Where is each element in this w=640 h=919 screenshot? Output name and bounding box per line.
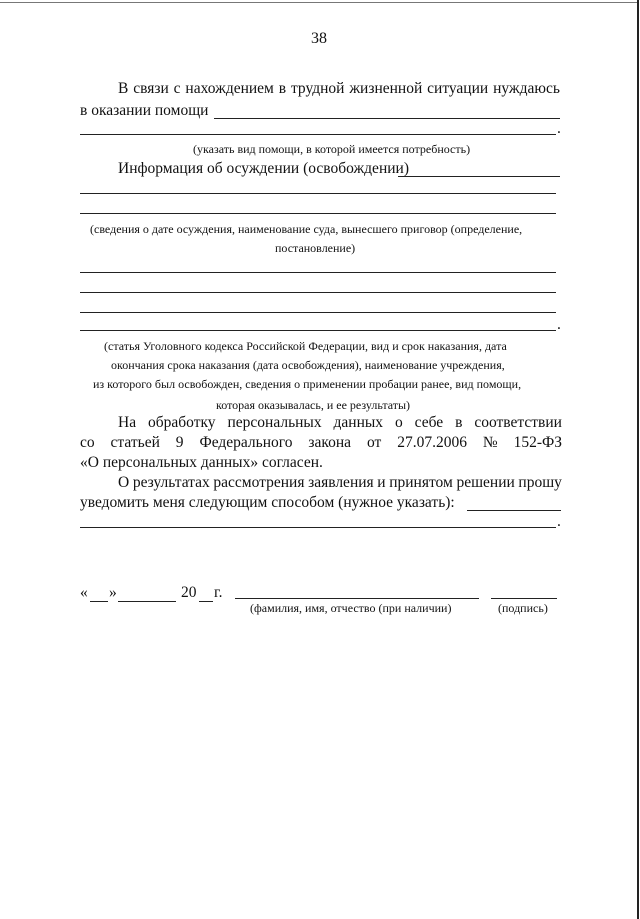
word: трудной [290, 80, 345, 97]
word: нуждаюсь [493, 80, 560, 97]
word: 152-ФЗ [513, 434, 562, 451]
signature-field[interactable] [491, 598, 557, 599]
conviction-period: . [557, 316, 561, 333]
word: и [377, 474, 386, 491]
word: заявления [308, 474, 374, 491]
word: 27.07.2006 [397, 434, 467, 451]
word: со [80, 434, 95, 451]
word: в [455, 414, 463, 431]
word: о [394, 414, 403, 431]
conviction-details-field-4[interactable] [80, 330, 556, 331]
conviction-info-field-1[interactable] [398, 176, 560, 177]
conviction-details-caption-1: (статья Уголовного кодекса Российской Федерации, вид и срок наказания, дата [104, 339, 507, 353]
word: На [118, 414, 137, 431]
word: результатах [132, 474, 210, 491]
word: статьей [110, 434, 160, 451]
consent-line-1 [118, 414, 562, 432]
help-type-caption: (указать вид помощи, в которой имеется потребность) [193, 142, 471, 156]
word: 9 [175, 434, 184, 451]
notification-method-field-2[interactable] [80, 527, 556, 528]
fio-caption: (фамилия, имя, отчество (при наличии) [250, 601, 452, 615]
help-period: . [557, 120, 561, 137]
word: от [366, 434, 382, 451]
date-close-quote: » [109, 584, 117, 601]
help-request-line-2: в оказании помощи [80, 102, 209, 119]
conviction-details-field-3[interactable] [80, 312, 556, 313]
date-month-field[interactable] [118, 601, 176, 602]
word: жизненной [349, 80, 423, 97]
conviction-details-field-1[interactable] [80, 272, 556, 273]
conviction-caption-line-2: постановление) [275, 241, 356, 255]
conviction-caption-line-1: (сведения о дате осуждения, наименование суда, вынесшего приговор (определение, [90, 222, 523, 236]
word: нахождением [185, 80, 274, 97]
word: рассмотрения [213, 474, 305, 491]
consent-line-2 [80, 434, 562, 452]
date-year-prefix: 20 [181, 584, 197, 601]
conviction-info-field-2[interactable] [80, 193, 556, 194]
date-day-field[interactable] [90, 601, 108, 602]
notification-period: . [557, 513, 561, 530]
page-number: 38 [311, 30, 327, 47]
consent-line-3: «О персональных данных» согласен. [80, 454, 323, 471]
fio-field[interactable] [235, 598, 479, 599]
conviction-details-field-2[interactable] [80, 292, 556, 293]
word: в [278, 80, 287, 97]
date-year-suffix: г. [214, 584, 223, 601]
notification-line-1 [118, 474, 562, 492]
help-type-field-2[interactable] [80, 134, 556, 135]
word: решении [456, 474, 515, 491]
conviction-details-caption-3: из которого был освобожден, сведения о применении пробации ранее, вид помощи, [93, 377, 522, 391]
conviction-details-caption-2: окончания срока наказания (дата освобождения), наименование учреждения, [111, 358, 505, 372]
conviction-info-label: Информация об осуждении (освобождении) [118, 160, 409, 177]
notification-method-field-1[interactable] [467, 510, 561, 511]
word: персональных [227, 414, 322, 431]
conviction-info-field-3[interactable] [80, 213, 556, 214]
word: закона [308, 434, 352, 451]
word: прошу [518, 474, 562, 491]
word: ситуации [427, 80, 489, 97]
word: В [118, 80, 129, 97]
date-year-field[interactable] [199, 601, 213, 602]
help-type-field-1[interactable] [214, 118, 560, 119]
word: себе [414, 414, 444, 431]
word: О [118, 474, 130, 491]
conviction-details-caption-4: которая оказывалась, и ее результаты) [216, 398, 411, 412]
scan-edge-top [0, 2, 638, 3]
word: Федерального [199, 434, 293, 451]
word: связи [133, 80, 169, 97]
signature-caption: (подпись) [498, 601, 548, 615]
date-open-quote: « [80, 584, 88, 601]
word: данных [333, 414, 384, 431]
word: № [482, 434, 498, 451]
word: обработку [148, 414, 216, 431]
word: соответствии [474, 414, 562, 431]
notification-line-2: уведомить меня следующим способом (нужное указать): [80, 494, 455, 511]
scan-edge-right [637, 0, 639, 919]
word: принятом [389, 474, 453, 491]
word: с [173, 80, 181, 97]
help-request-line-1 [118, 80, 560, 98]
